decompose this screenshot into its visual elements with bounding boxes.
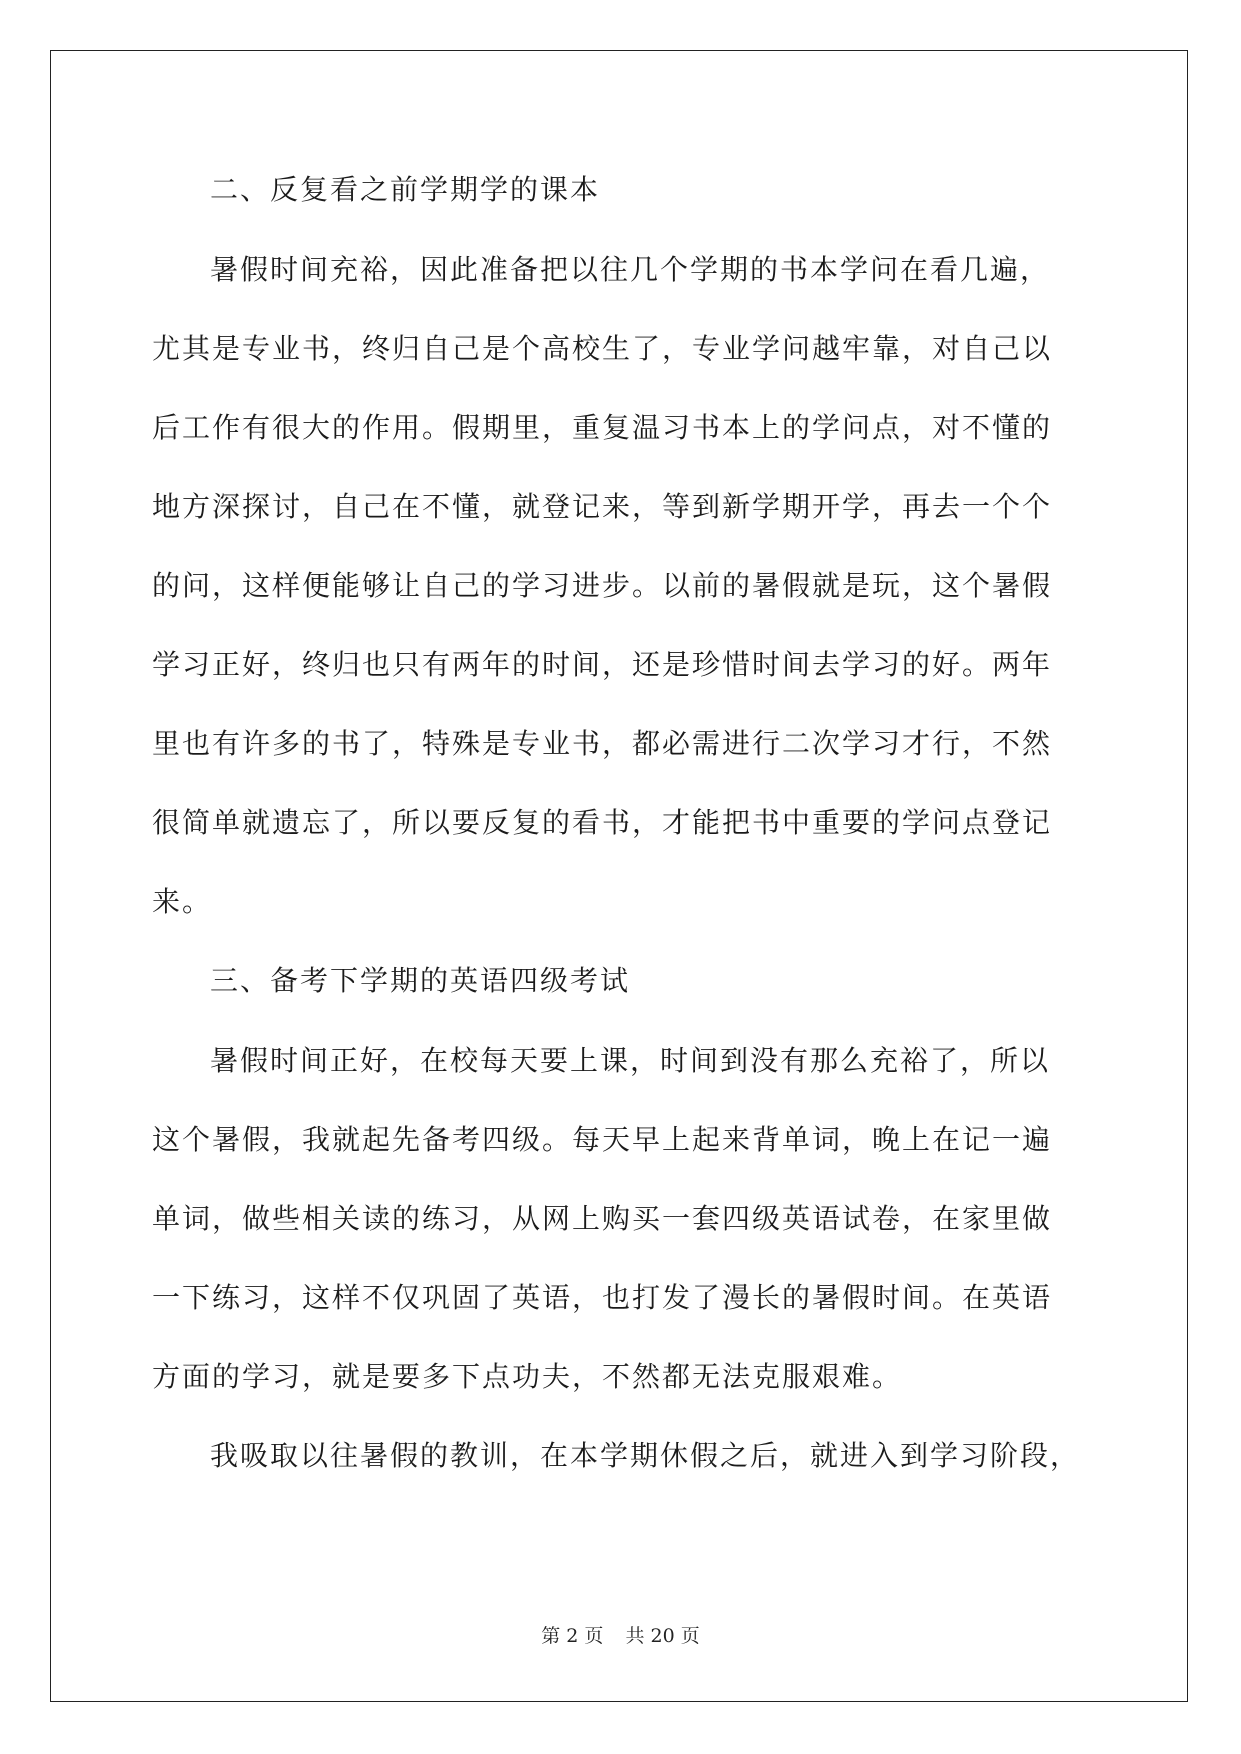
paragraph-line: 来。 — [152, 885, 213, 918]
page-footer — [0, 1621, 1241, 1648]
paragraph-line: 里也有许多的书了，特殊是专业书，都必需进行二次学习才行，不然 — [152, 727, 1053, 760]
document-body — [152, 150, 1097, 1495]
closing-paragraph — [152, 1416, 1097, 1495]
page-total: 共 20 页 — [625, 1625, 700, 1647]
section-paragraph — [152, 1021, 1097, 1416]
section-heading: 三、备考下学期的英语四级考试 — [210, 964, 631, 997]
paragraph-line: 我吸取以往暑假的教训，在本学期休假之后，就进入到学习阶段， — [210, 1439, 1081, 1472]
paragraph-line: 一下练习，这样不仅巩固了英语，也打发了漫长的暑假时间。在英语 — [152, 1281, 1053, 1314]
paragraph-line: 这个暑假，我就起先备考四级。每天早上起来背单词，晚上在记一遍 — [152, 1123, 1053, 1156]
paragraph-line: 地方深探讨，自己在不懂，就登记来，等到新学期开学，再去一个个 — [152, 490, 1053, 523]
paragraph-line: 方面的学习，就是要多下点功夫，不然都无法克服艰难。 — [152, 1360, 903, 1393]
paragraph-line: 的问，这样便能够让自己的学习进步。以前的暑假就是玩，这个暑假 — [152, 569, 1053, 602]
paragraph-line: 暑假时间正好，在校每天要上课，时间到没有那么充裕了，所以 — [210, 1044, 1051, 1077]
paragraph-line: 学习正好，终归也只有两年的时间，还是珍惜时间去学习的好。两年 — [152, 648, 1053, 681]
paragraph-line: 很简单就遗忘了，所以要反复的看书，才能把书中重要的学问点登记 — [152, 806, 1053, 839]
paragraph-line: 单词，做些相关读的练习，从网上购买一套四级英语试卷，在家里做 — [152, 1202, 1053, 1235]
section-heading: 二、反复看之前学期学的课本 — [210, 173, 601, 206]
paragraph-line: 暑假时间充裕，因此准备把以往几个学期的书本学问在看几遍， — [210, 253, 1051, 286]
page-number: 第 2 页 — [541, 1625, 604, 1647]
paragraph-line: 后工作有很大的作用。假期里，重复温习书本上的学问点，对不懂的 — [152, 411, 1053, 444]
section-paragraph — [152, 230, 1097, 941]
paragraph-line: 尤其是专业书，终归自己是个高校生了，专业学问越牢靠，对自己以 — [152, 332, 1053, 365]
